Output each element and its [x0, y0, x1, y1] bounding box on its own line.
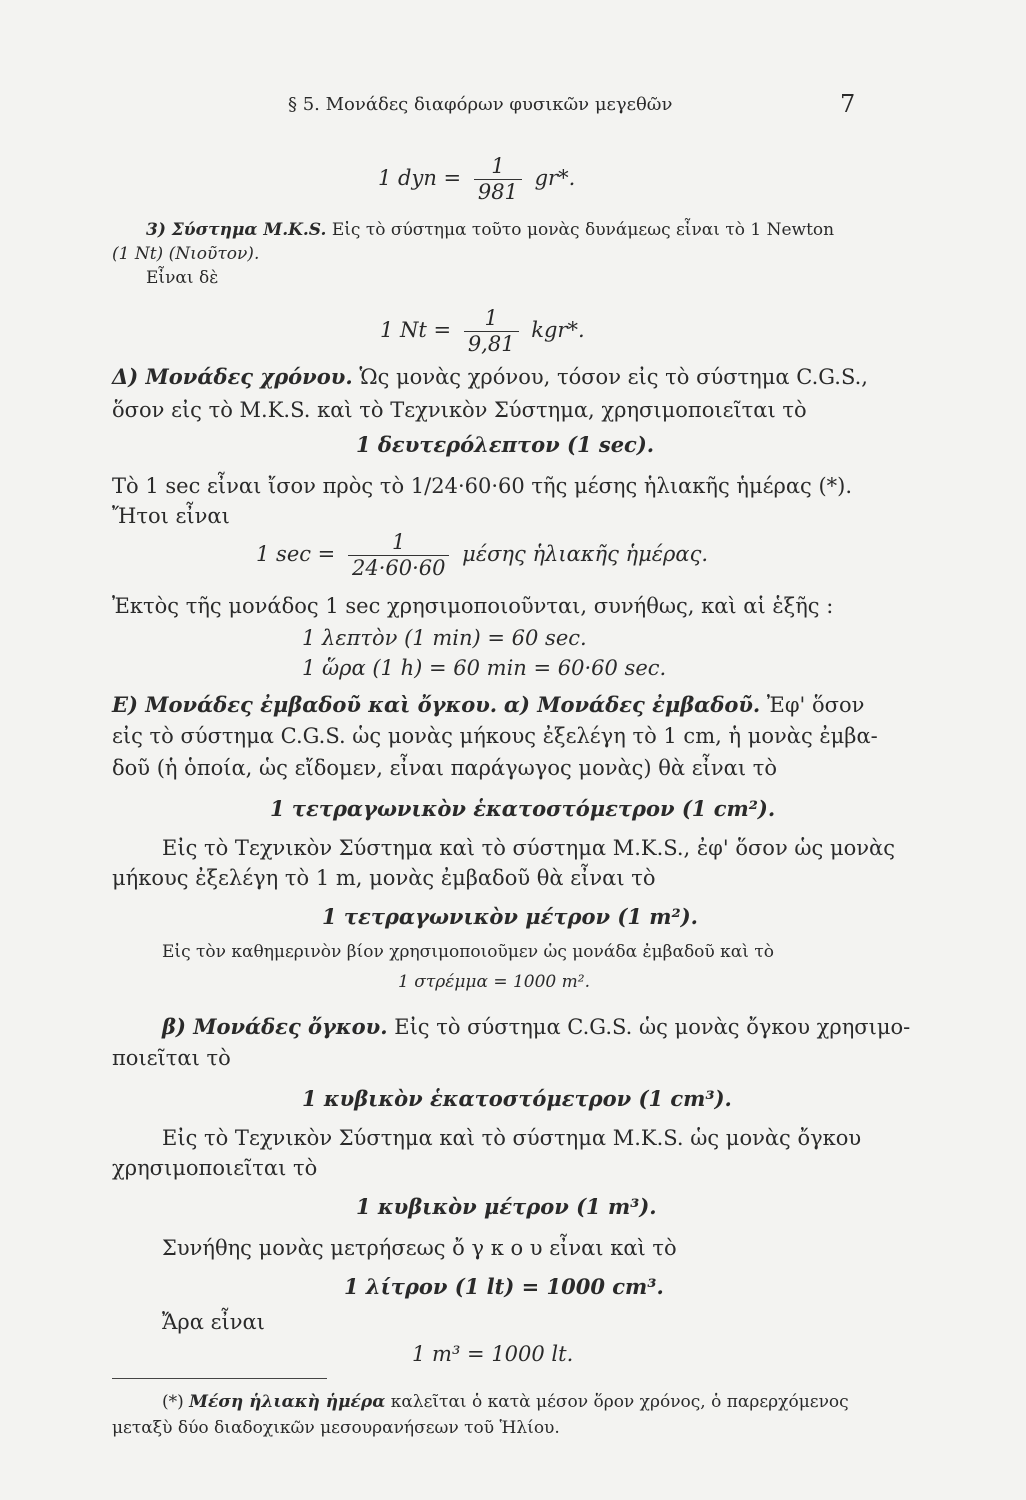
fraction-numerator: 1 — [392, 530, 406, 554]
section-heading-area: Ε) Μονάδες ἐμβαδοῦ καὶ ὄγκου. — [112, 692, 498, 717]
eq-rhs: gr*. — [534, 166, 576, 190]
fraction — [474, 156, 522, 203]
subheading-area: α) Μονάδες ἐμβαδοῦ. — [503, 692, 761, 717]
equation-stremma: 1 στρέμμα = 1000 m². — [398, 972, 590, 992]
time-line1: Ὡς μονὰς χρόνου, τόσον εἰς τὸ σύστημα C.G.S., — [359, 365, 868, 389]
eq-rhs: kgr*. — [531, 318, 585, 342]
unit-cm3: 1 κυβικὸν ἑκατοστόμετρον (1 cm³). — [302, 1086, 732, 1111]
fraction-denominator: 981 — [474, 179, 522, 203]
fraction-denominator: 24·60·60 — [348, 555, 450, 579]
eq-lhs: 1 Nt = — [380, 318, 452, 342]
equation-newton — [380, 308, 585, 355]
mks-paragraph-line1 — [146, 222, 834, 239]
volume-line4: χρησιμοποιεῖται τὸ — [112, 1156, 318, 1180]
equation-sec — [256, 532, 708, 579]
section-heading-time: Δ) Μονάδες χρόνου. — [112, 364, 353, 389]
footnote-text1: καλεῖται ὁ κατὰ μέσον ὅρον χρόνος, ὁ παρερχόμενος — [390, 1392, 849, 1412]
area-line2: εἰς τὸ σύστημα C.G.S. ὡς μονὰς μήκους ἐξελέγη τὸ 1 cm, ἡ μονὰς ἐμβα- — [112, 724, 878, 748]
time2-line1: Ἐκτὸς τῆς μονάδος 1 sec χρησιμοποιοῦνται, συνήθως, καὶ αἱ ἑξῆς : — [112, 594, 834, 618]
unit-second: 1 δευτερόλεπτον (1 sec). — [356, 432, 655, 457]
fraction-denominator: 9,81 — [464, 331, 519, 355]
time-line2: ὅσον εἰς τὸ M.K.S. καὶ τὸ Τεχνικὸν Σύστημα, χρησιμοποιεῖται τὸ — [112, 398, 807, 422]
equation-hour: 1 ὥρα (1 h) = 60 min = 60·60 sec. — [302, 656, 667, 680]
volume-line5: Συνήθης μονὰς μετρήσεως ὄ γ κ ο υ εἶναι καὶ τὸ — [162, 1236, 677, 1260]
mks-line2: (1 Nt) (Νιοῦτον). — [112, 244, 260, 264]
area-heading-line — [112, 694, 864, 716]
fraction-numerator: 1 — [491, 154, 505, 178]
area-small-line: Εἰς τὸν καθημερινὸν βίον χρησιμοποιοῦμεν ὡς μονάδα ἐμβαδοῦ καὶ τὸ — [162, 942, 774, 962]
footnote-marker: (*) — [162, 1392, 184, 1412]
subheading-volume: β) Μονάδες ὄγκου. — [162, 1014, 388, 1039]
volume-heading-line — [162, 1016, 910, 1038]
volume-line1: Εἰς τὸ σύστημα C.G.S. ὡς μονὰς ὄγκου χρησιμο- — [394, 1015, 911, 1039]
volume-line6: Ἄρα εἶναι — [162, 1310, 265, 1334]
footnote-line1 — [162, 1394, 849, 1411]
eq-lhs: 1 sec = — [256, 542, 336, 566]
footnote-line2: μεταξὺ δύο διαδοχικῶν μεσουρανήσεων τοῦ Ἡλίου. — [112, 1418, 560, 1438]
equation-m3-lt: 1 m³ = 1000 lt. — [412, 1342, 574, 1366]
mks-text: Εἰς τὸ σύστημα τοῦτο μονὰς δυνάμεως εἶναι τὸ 1 Newton — [331, 220, 835, 240]
volume-line2: ποιεῖται τὸ — [112, 1046, 231, 1070]
eq-lhs: 1 dyn = — [378, 166, 462, 190]
eq-rhs: μέσης ἡλιακῆς ἡμέρας. — [462, 542, 708, 566]
area-line1-end: Ἐφ' ὅσον — [766, 693, 865, 717]
mks-label: 3) Σύστημα M.K.S. — [146, 220, 327, 240]
fraction — [464, 308, 519, 355]
time-line3: Τὸ 1 sec εἶναι ἴσον πρὸς τὸ 1/24·60·60 τῆς μέσης ἡλιακῆς ἡμέρας (*). — [112, 474, 853, 498]
unit-cm2: 1 τετραγωνικὸν ἑκατοστόμετρον (1 cm²). — [270, 796, 776, 821]
time-heading-line — [112, 366, 868, 388]
page-number: 7 — [840, 90, 856, 118]
unit-m2: 1 τετραγωνικὸν μέτρον (1 m²). — [322, 904, 698, 929]
area-line5: μήκους ἐξελέγη τὸ 1 m, μονὰς ἐμβαδοῦ θὰ εἶναι τὸ — [112, 866, 656, 890]
footnote-term: Μέση ἡλιακὴ ἡμέρα — [189, 1392, 386, 1412]
volume-line3: Εἰς τὸ Τεχνικὸν Σύστημα καὶ τὸ σύστημα M.K.S. ὡς μονὰς ὄγκου — [162, 1126, 862, 1150]
unit-m3: 1 κυβικὸν μέτρον (1 m³). — [356, 1194, 657, 1219]
fraction — [348, 532, 450, 579]
footnote-divider — [112, 1378, 327, 1379]
unit-litre: 1 λίτρον (1 lt) = 1000 cm³. — [344, 1274, 664, 1299]
area-line4: Εἰς τὸ Τεχνικὸν Σύστημα καὶ τὸ σύστημα M.K.S., ἐφ' ὅσον ὡς μονὰς — [162, 836, 895, 860]
mks-line3: Εἶναι δὲ — [146, 268, 219, 288]
running-header: § 5. Μονάδες διαφόρων φυσικῶν μεγεθῶν — [288, 94, 673, 115]
time-line4: Ἤτοι εἶναι — [112, 504, 230, 528]
area-line3: δοῦ (ἡ ὁποία, ὡς εἴδομεν, εἶναι παράγωγος μονὰς) θὰ εἶναι τὸ — [112, 756, 778, 780]
equation-dyn — [378, 156, 575, 203]
fraction-numerator: 1 — [484, 306, 498, 330]
equation-minute: 1 λεπτὸν (1 min) = 60 sec. — [302, 626, 587, 650]
